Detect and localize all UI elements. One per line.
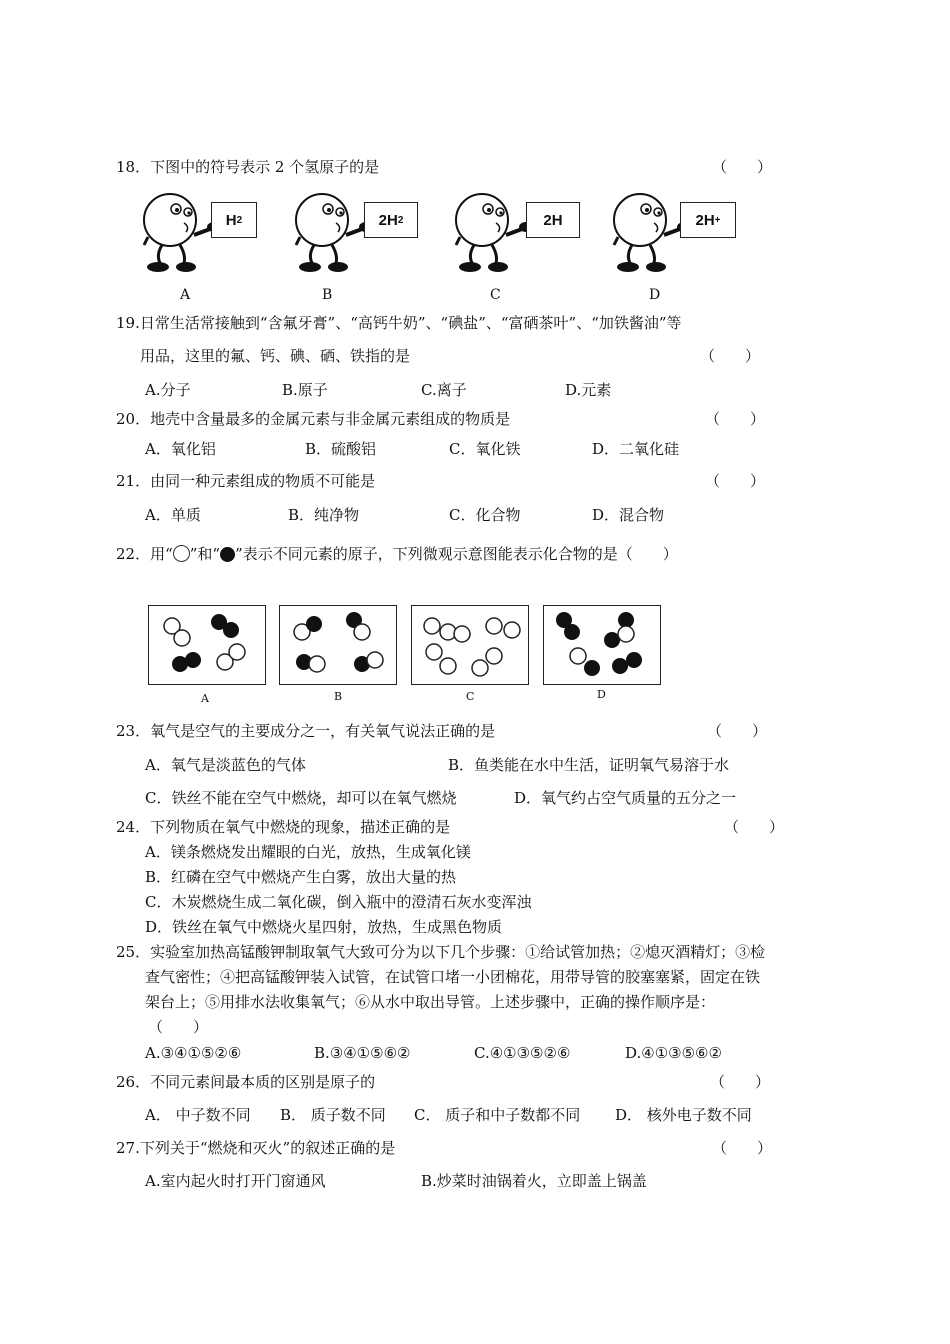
q18-figure-a	[140, 185, 270, 280]
q20-option-d: D．二氧化硅	[592, 440, 680, 458]
q24-stem: 24．下列物质在氧气中燃烧的现象，描述正确的是	[116, 818, 451, 836]
q27-option-b: B.炒菜时油锅着火，立即盖上锅盖	[421, 1172, 647, 1190]
q18-stem: 18．下图中的符号表示 2 个氢原子的是	[116, 158, 380, 176]
q22-stem-part3: ”表示不同元素的原子，下列微观示意图能表示化合物的是（ ）	[235, 545, 678, 563]
q18-answer-paren: （ ）	[712, 158, 773, 176]
symbol-sign: 2H +	[680, 202, 736, 238]
q23-option-b: B．鱼类能在水中生活，证明氧气易溶于水	[448, 756, 730, 774]
q22-diagram-a	[148, 605, 266, 685]
q25-option-b: B.③④①⑤⑥②	[314, 1044, 411, 1062]
q22-diagram-c	[411, 605, 529, 685]
q26-answer-paren: （ ）	[710, 1073, 771, 1091]
q24-option-b: B．红磷在空气中燃烧产生白雾，放出大量的热	[145, 868, 457, 886]
symbol-sign: H 2	[211, 202, 257, 238]
q27-stem: 27.下列关于“燃烧和灭火”的叙述正确的是	[116, 1139, 396, 1157]
q27-answer-paren: （ ）	[712, 1139, 773, 1157]
q21-option-b: B．纯净物	[288, 506, 360, 524]
q20-answer-paren: （ ）	[705, 410, 766, 428]
q20-option-b: B．硫酸铝	[305, 440, 377, 458]
q20-option-a: A．氧化铝	[145, 440, 216, 458]
q25-option-d: D.④①③⑤⑥②	[625, 1044, 722, 1062]
q19-option-a: A.分子	[145, 381, 191, 399]
q23-option-d: D．氧气约占空气质量的五分之一	[514, 789, 737, 807]
q26-option-a: A． 中子数不同	[145, 1106, 251, 1124]
q26-option-c: C． 质子和中子数都不同	[414, 1106, 581, 1124]
q18-caption-d: D	[649, 287, 661, 303]
q25-stem-line3: 架台上；⑤用排水法收集氧气；⑥从水中取出导管。上述步骤中，正确的操作顺序是：	[145, 993, 716, 1011]
q25-stem-line1: 25．实验室加热高锰酸钾制取氧气大致可分为以下几个步骤：①给试管加热；②熄灭酒精灯；③检	[116, 943, 766, 961]
q22-diagram-b	[279, 605, 397, 685]
q18-figure-b	[292, 185, 427, 280]
q19-stem-line1: 19.日常生活常接触到“含氟牙膏”、“高钙牛奶”、“碘盐”、“富硒茶叶”、“加铁酱油”等	[116, 314, 682, 332]
q22-caption-b: B	[334, 690, 343, 703]
molecule-diagram	[280, 606, 396, 684]
q24-option-c: C．木炭燃烧生成二氧化碳，倒入瓶中的澄清石灰水变浑浊	[145, 893, 532, 911]
q21-option-c: C．化合物	[449, 506, 521, 524]
q18-caption-c: C	[490, 287, 501, 303]
q22-caption-d: D	[597, 688, 606, 701]
q25-option-a: A.③④①⑤②⑥	[145, 1044, 242, 1062]
q22-stem	[116, 544, 678, 564]
q26-option-d: D． 核外电子数不同	[615, 1106, 752, 1124]
q18-caption-a: A	[180, 287, 191, 303]
q26-option-b: B． 质子数不同	[280, 1106, 386, 1124]
q21-answer-paren: （ ）	[705, 472, 766, 490]
q18-figure-d	[610, 185, 745, 280]
q26-stem: 26．不同元素间最本质的区别是原子的	[116, 1073, 376, 1091]
q25-option-c: C.④①③⑤②⑥	[474, 1044, 571, 1062]
molecule-diagram	[149, 606, 265, 684]
q22-stem-part1: 22．用“	[116, 545, 173, 563]
q22-caption-c: C	[466, 690, 475, 703]
q23-stem: 23．氧气是空气的主要成分之一，有关氧气说法正确的是	[116, 722, 496, 740]
q19-option-b: B.原子	[282, 381, 328, 399]
black-atom-icon	[220, 547, 235, 562]
q24-option-d: D．铁丝在氧气中燃烧火星四射，放热，生成黑色物质	[145, 918, 503, 936]
q24-option-a: A．镁条燃烧发出耀眼的白光，放热，生成氧化镁	[145, 843, 471, 861]
q21-option-d: D．混合物	[592, 506, 665, 524]
q21-stem: 21．由同一种元素组成的物质不可能是	[116, 472, 376, 490]
q23-option-a: A．氧气是淡蓝色的气体	[145, 756, 306, 774]
q19-stem-line2: 用品，这里的氟、钙、碘、硒、铁指的是	[140, 347, 411, 365]
q20-option-c: C．氧化铁	[449, 440, 521, 458]
q23-answer-paren: （ ）	[707, 722, 768, 740]
q21-option-a: A．单质	[145, 506, 201, 524]
q19-answer-paren: （ ）	[700, 347, 761, 365]
q24-answer-paren: （ ）	[724, 818, 785, 836]
q23-option-c: C．铁丝不能在空气中燃烧，却可以在氧气燃烧	[145, 789, 457, 807]
q25-answer-paren: （ ）	[148, 1018, 209, 1036]
molecule-diagram	[544, 606, 660, 684]
white-atom-icon	[173, 545, 190, 562]
q27-option-a: A.室内起火时打开门窗通风	[145, 1172, 326, 1190]
q18-figure-c	[452, 185, 582, 280]
q22-diagram-d	[543, 605, 661, 685]
q22-caption-a: A	[201, 692, 209, 705]
symbol-sign: 2H	[526, 202, 580, 238]
q19-option-d: D.元素	[565, 381, 612, 399]
q25-stem-line2: 查气密性；④把高锰酸钾装入试管，在试管口堵一小团棉花，用带导管的胶塞塞紧，固定在铁	[145, 968, 761, 986]
symbol-sign: 2H 2	[364, 202, 418, 238]
molecule-diagram	[412, 606, 528, 684]
q20-stem: 20．地壳中含量最多的金属元素与非金属元素组成的物质是	[116, 410, 511, 428]
q18-caption-b: B	[322, 287, 333, 303]
q22-stem-part2: ”和“	[189, 545, 221, 563]
q19-option-c: C.离子	[421, 381, 467, 399]
